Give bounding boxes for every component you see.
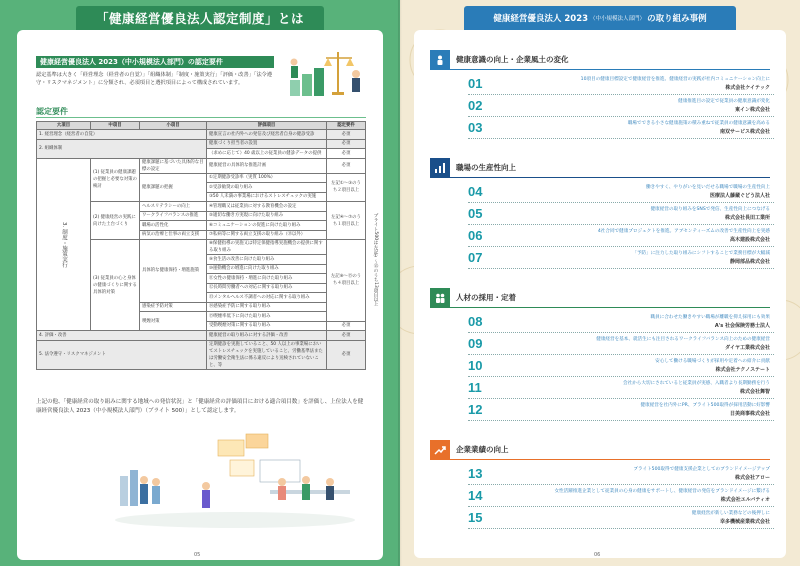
case-title: 健康経営を社内外にPR、ブライト500取得が採用活動に好影響 (640, 403, 770, 408)
case-item[interactable] (468, 312, 774, 333)
case-number: 11 (468, 380, 482, 395)
case-title: 職員に合わせた働きやすい職場が離職を抑え採用にも効果 (650, 315, 770, 320)
table-cell: ⑭感染症予防に関する取り組み (207, 302, 327, 312)
case-number: 02 (468, 98, 483, 113)
left-page-title: 「健康経営優良法人認定制度」とは (76, 6, 324, 30)
table-cell: 3. 制度・施策実行 (37, 158, 91, 331)
table-cell: 4. 評価・改善 (37, 331, 207, 341)
case-item[interactable] (468, 118, 774, 139)
category-label: 職場の生産性向上 (456, 162, 516, 172)
requirements-label: 認定要件 (36, 107, 68, 116)
table-cell: 5. 法令遵守・リスクマネジメント (37, 340, 207, 369)
table-cell: 受動喫煙対策に関する取り組み (207, 321, 327, 331)
section-heading: 健康経営優良法人 2023（中小規模法人部門）の認定要件 (36, 56, 274, 68)
table-cell: 必須 (327, 158, 366, 173)
case-number: 13 (468, 466, 483, 481)
case-item[interactable] (468, 204, 774, 225)
case-company: 幸多機械産業株式会社 (719, 519, 770, 525)
case-title: 「予防」に注力した取り組みにシフトすることで業務目標が大幅減 (632, 251, 770, 256)
table-cell: （求めに応じて）40 歳以上の従業員の健診データの提供 (207, 149, 327, 159)
case-number: 05 (468, 206, 483, 221)
right-title-tail: の取り組み事例 (647, 14, 707, 24)
case-number: 10 (468, 358, 483, 373)
case-item[interactable] (468, 74, 774, 95)
table-cell: (3) 従業員の心と身体の健康づくりに関する具体的対策 (91, 240, 140, 331)
right-page-title (464, 6, 736, 30)
category-label: 人材の採用・定着 (456, 292, 516, 302)
table-cell: ⑧保健指導の実施又は特定保健指導実施機会の提供に関する取り組み (207, 240, 327, 255)
case-title: 健康経営の取り組みをSNSで発信、生産性向上につなげる (650, 207, 770, 212)
case-title: 職場でできる小さな健康施策の積み重ねで従業員の健康意識を高める (627, 121, 770, 126)
case-item[interactable] (468, 248, 774, 269)
table-cell: 必須 (327, 130, 366, 140)
case-company: 南双サービス株式会社 (719, 129, 770, 135)
table-header: 認定要件 (327, 122, 366, 130)
table-cell: 必須 (327, 139, 366, 149)
table-cell: ⑦私病等に関する両立支援の取り組み（⑬以外） (207, 230, 327, 240)
table-cell: 健康課題の把握 (140, 173, 207, 202)
category-header (430, 50, 770, 70)
case-title: 健康経営が新しい業務などの後押しに (691, 511, 770, 516)
case-number: 15 (468, 510, 483, 525)
table-cell: 1. 経営理念（経営者の自覚） (37, 130, 207, 140)
table-cell: 健康経営の取り組みに対する評価・改善 (207, 331, 327, 341)
category-header (430, 158, 770, 178)
case-title: 安心して働ける職場づくりが採用や定着への紹介に貢献 (655, 359, 770, 364)
case-number: 08 (468, 314, 483, 329)
table-cell: ⑮喫煙率低下に向けた取り組み (207, 312, 327, 322)
case-company: 株式会社舞智 (739, 389, 770, 395)
table-cell: 定期健診を実施していること、50 人以上の事業場においてストレスチェックを実施していること、労働基準法または労働安全衛生法に係る違反により送検されていないこと、等 (207, 340, 327, 369)
table-cell: 病気の治療と仕事の両立支援 (140, 230, 207, 240)
table-cell: ⑨食生活の改善に向けた取り組み (207, 255, 327, 265)
case-title: ブライト500取得で健康支援企業としてのブランドイメージアップ (633, 467, 770, 472)
table-cell: ①定期健診受診率（実質 100%） (207, 173, 327, 183)
case-company: 静岡部品株式会社 (729, 259, 770, 265)
case-number: 12 (468, 402, 483, 417)
case-number: 01 (468, 76, 483, 91)
page-number-right: 06 (594, 552, 601, 558)
table-row (37, 331, 366, 341)
table-cell: 左記⑧〜⑮のうち４項目以上 (327, 240, 366, 322)
table-row (37, 130, 366, 140)
case-item[interactable] (468, 356, 774, 377)
right-title-small: （中小規模法人部門） (590, 16, 646, 22)
table-cell: 職場の活性化 (140, 221, 207, 231)
category-label: 企業業績の向上 (456, 444, 509, 454)
chart-up-icon (430, 158, 450, 178)
case-item[interactable] (468, 182, 774, 203)
table-cell: 具体的な健康保持・増進施策 (140, 240, 207, 303)
table-cell: ⑬メンタルヘルス不調者への対応に関する取り組み (207, 293, 327, 303)
table-cell: (2) 健康経営の実践に向けた土台づくり (91, 202, 140, 240)
table-cell: 必須 (327, 340, 366, 369)
table-cell: ②受診勧奨の取り組み (207, 183, 327, 193)
case-company: 株式会社アロー (734, 475, 770, 481)
page-number-left: 05 (194, 552, 201, 558)
case-company: 株式会社エルバティオ (720, 497, 770, 503)
table-cell: 2. 組織体制 (37, 139, 207, 158)
case-company: 高木建設株式会社 (729, 237, 770, 243)
person-heart-icon (430, 50, 450, 70)
case-title: 4社合同で健康プロジェクトを推進。アブセンティーズムの改善で生産性向上を実感 (597, 229, 770, 234)
case-title: 女性活躍推進企業として従業員の心身の健康をサポートし、健康経営の発信をブランドイメージに繋げる (554, 489, 770, 494)
case-title: 健康推進目の設定で従業員の健康意識が変化 (678, 99, 770, 104)
table-cell: 健康経営の具体的な推進計画 (207, 158, 327, 173)
case-title: 働きやすく、やりがいを見いだせる職場で職場の生産性向上 (646, 185, 770, 190)
table-cell: 感染症予防対策 (140, 302, 207, 312)
growth-arrow-icon (430, 440, 450, 460)
table-cell: ヘルスリテラシーの向上 (140, 202, 207, 212)
case-company: 東イン株式会社 (734, 107, 770, 113)
table-cell: ⑪女性の健康保持・増進に向けた取り組み (207, 274, 327, 284)
case-company: 医療法人藤蔵ぐどう法人社 (709, 193, 770, 199)
requirements-divider (36, 117, 366, 118)
case-number: 03 (468, 120, 483, 135)
people-icon (430, 288, 450, 308)
case-number: 04 (468, 184, 483, 199)
table-header: 中項目 (91, 122, 140, 130)
table-cell: 必須 (327, 149, 366, 159)
table-cell: ⑥コミュニケーションの促進に向けた取り組み (207, 221, 327, 231)
case-title: 会社から大切にされていると従業員が実感、入職者より長期勤務を行う (622, 381, 770, 386)
case-number: 07 (468, 250, 483, 265)
case-item[interactable] (468, 226, 774, 247)
case-company: 株式会社ケイテック (725, 85, 770, 91)
note-text: 上記の他、「健康経営の取り組みに関する地域への発信状況」と「健康経営の評価項目における適合項目数」を評価し、上位法人を健康経営優良法人 2023（中小規模法人部門）（ブライト 500）」として認定します。 (36, 399, 364, 414)
case-item[interactable] (468, 378, 774, 399)
table-row (37, 340, 366, 369)
case-number: 06 (468, 228, 483, 243)
case-number: 14 (468, 488, 483, 503)
table-cell: 健康づくり担当者の設置 (207, 139, 327, 149)
table-header-row (37, 122, 366, 130)
table-header: 評価項目 (207, 122, 327, 130)
table-cell: ③50 人未満の事業場におけるストレスチェックの実施 (207, 192, 327, 202)
case-item[interactable] (468, 486, 774, 507)
table-cell: 左記④〜⑦のうち１項目以上 (327, 202, 366, 240)
table-row (37, 158, 366, 173)
case-company: 株式会社テクノステート (715, 367, 770, 373)
case-title: 健康経営を基本、就活生にも注目されるワークライフバランス向上のための健康経営 (596, 337, 770, 342)
table-cell: 左記①〜③のうち２項目以上 (327, 173, 366, 202)
case-company: A's 社会保険労務士法人 (714, 323, 770, 329)
right-title-main: 健康経営優良法人 2023 (493, 14, 589, 24)
table-cell: 健康課題に基づいた具体的な目標の設定 (140, 158, 207, 173)
category-header (430, 288, 770, 308)
table-cell: ④管理職又は従業員に対する教育機会の設定 (207, 202, 327, 212)
case-item[interactable] (468, 96, 774, 117)
case-company: 日美商事株式会社 (729, 411, 770, 417)
table-cell: 必須 (327, 331, 366, 341)
table-cell: ワークライフバランスの推進 (140, 211, 207, 221)
book-gutter (398, 0, 402, 566)
table-header: 大項目 (37, 122, 91, 130)
table-cell: ⑤適切な働き方実現に向けた取り組み (207, 211, 327, 221)
office-illustration (110, 430, 360, 530)
case-item[interactable] (468, 464, 774, 485)
case-company: 株式会社長田工業所 (724, 215, 770, 221)
case-item[interactable] (468, 508, 774, 529)
case-title: 10項目の健康目標設定で健康経営を推進、健康経営の実践が社内コミュニケーション向上に (580, 77, 770, 82)
scale-illustration (280, 44, 368, 100)
case-company: ダイヤ工業株式会社 (725, 345, 770, 351)
case-number: 09 (468, 336, 483, 351)
table-cell: (1) 従業員の健康課題の把握と必要な対策の検討 (91, 158, 140, 202)
intro-text: 認定基準は大きく「経営理念（経営者の自覚）」「組織体制」「制度・施策実行」「評価・改善」「法令遵守・リスクマネジメント」に分類され、必須項目と選択項目によって構成されています。 (36, 72, 273, 86)
table-cell: 喫煙対策 (140, 312, 207, 331)
case-item[interactable] (468, 400, 774, 421)
table-row (37, 139, 366, 149)
table-header: 小項目 (140, 122, 207, 130)
table-cell: ⑫長時間労働者への対応に関する取り組み (207, 283, 327, 293)
table-cell: 健康宣言の社内外への発信及び経営者自身の健診受診 (207, 130, 327, 140)
requirements-table (36, 121, 366, 370)
table-cell: ⑩運動機会の増進に向けた取り組み (207, 264, 327, 274)
category-header (430, 440, 770, 460)
bright500-side-note: プライト500は左記①〜⑮のうち13項目以上 (373, 213, 378, 307)
category-label: 健康意識の向上・企業風土の変化 (456, 54, 569, 64)
table-cell: 必須 (327, 321, 366, 331)
case-item[interactable] (468, 334, 774, 355)
